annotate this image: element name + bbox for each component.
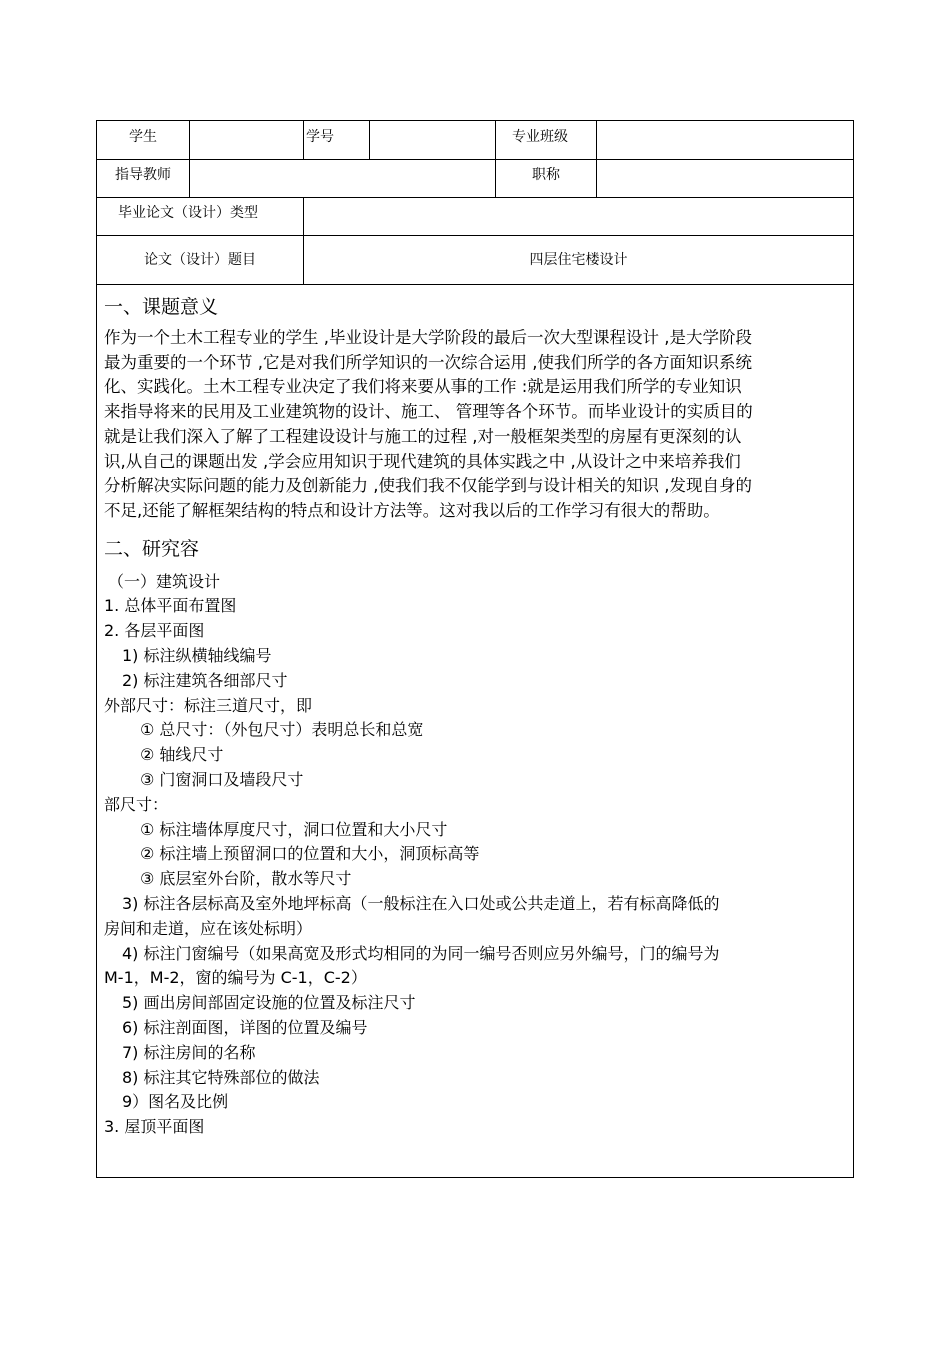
form-content-area [104,286,848,1140]
title-rank-label: 职称 [496,160,597,197]
list-item: ① 总尺寸：（外包尺寸）表明总长和总宽 [140,720,424,740]
list-item: 5) 画出房间部固定设施的位置及标注尺寸 [122,993,416,1013]
list-item: ① 标注墙体厚度尺寸，洞口位置和大小尺寸 [140,819,448,839]
list-item: 9）图名及比例 [122,1092,229,1112]
form-row-thesis-topic [97,236,853,285]
advisor-label: 指导教师 [97,160,190,197]
list-item: 3) 标注各层标高及室外地坪标高（一般标注在入口处或公共走道上，若有标高降低的 [122,893,720,913]
list-item: ② 标注墙上预留洞口的位置和大小，洞顶标高等 [140,844,480,864]
thesis-type-value[interactable] [304,198,853,235]
paragraph-line: 就是让我们深入了解了工程建设设计与施工的过程 ,对一般框架类型的房屋有更深刻的认 [104,426,742,446]
list-item: M-1，M-2，窗的编号为 C-1，C-2） [104,968,367,988]
paragraph-line: 来指导将来的民用及工业建筑物的设计、施工、 管理等各个环节。而毕业设计的实质目的 [104,402,753,422]
paragraph-line: 化、实践化。土木工程专业决定了我们将来要从事的工作 :就是运用我们所学的专业知识 [104,377,742,397]
list-item: 4) 标注门窗编号（如果高宽及形式均相同的为同一编号否则应另外编号，门的编号为 [122,943,720,963]
list-item: 1) 标注纵横轴线编号 [122,646,272,666]
section2-heading: 二、研究容 [104,537,200,560]
paragraph-line: 作为一个土木工程专业的学生 ,毕业设计是大学阶段的最后一次大型课程设计 ,是大学阶段 [104,328,752,347]
list-item: 房间和走道，应在该处标明） [104,918,313,938]
list-item: （一）建筑设计 [108,571,221,591]
title-rank-value[interactable] [597,160,853,197]
paragraph-line: 最为重要的一个环节 ,它是对我们所学知识的一次综合运用 ,使我们所学的各方面知识系统 [104,352,752,372]
list-item: 2. 各层平面图 [104,621,205,641]
class-label: 专业班级 [496,121,597,159]
list-item: 7) 标注房间的名称 [122,1042,256,1062]
section1-paragraph [104,326,848,524]
list-item: ③ 底层室外台阶，散水等尺寸 [140,869,352,889]
list-item: 2) 标注建筑各细部尺寸 [122,670,288,690]
list-item: ② 轴线尺寸 [140,745,224,765]
thesis-type-label: 毕业论文（设计）类型 [97,198,304,235]
list-item: 3. 屋顶平面图 [104,1117,205,1137]
form-row-advisor [97,160,853,198]
list-item: 部尺寸： [104,794,169,814]
thesis-topic-value[interactable]: 四层住宅楼设计 [529,252,628,268]
class-value[interactable] [597,121,853,159]
list-item: 1. 总体平面布置图 [104,596,237,616]
thesis-topic-label: 论文（设计）题目 [97,236,304,284]
student-id-value[interactable] [370,121,496,159]
student-value[interactable] [190,121,304,159]
list-item: 外部尺寸：标注三道尺寸，即 [104,695,313,715]
thesis-form-table [96,120,854,1178]
list-item: 8) 标注其它特殊部位的做法 [122,1067,320,1087]
student-label: 学生 [97,121,190,159]
form-row-student [97,121,853,160]
student-id-label: 学号 [304,121,370,159]
section2-list [104,570,848,1140]
paragraph-line: 识,从自己的课题出发 ,学会应用知识于现代建筑的具体实践之中 ,从设计之中来培养我们 [104,451,741,471]
advisor-value[interactable] [190,160,496,197]
paragraph-line: 分析解决实际问题的能力及创新能力 ,使我们我不仅能学到与设计相关的知识 ,发现自身的 [104,476,752,496]
list-item: ③ 门窗洞口及墙段尺寸 [140,770,304,789]
list-item: 6) 标注剖面图，详图的位置及编号 [122,1017,368,1037]
paragraph-line: 不足,还能了解框架结构的特点和设计方法等。这对我以后的工作学习有很大的帮助。 [104,500,720,520]
section1-heading: 一、课题意义 [104,296,219,318]
form-row-thesis-type [97,198,853,236]
